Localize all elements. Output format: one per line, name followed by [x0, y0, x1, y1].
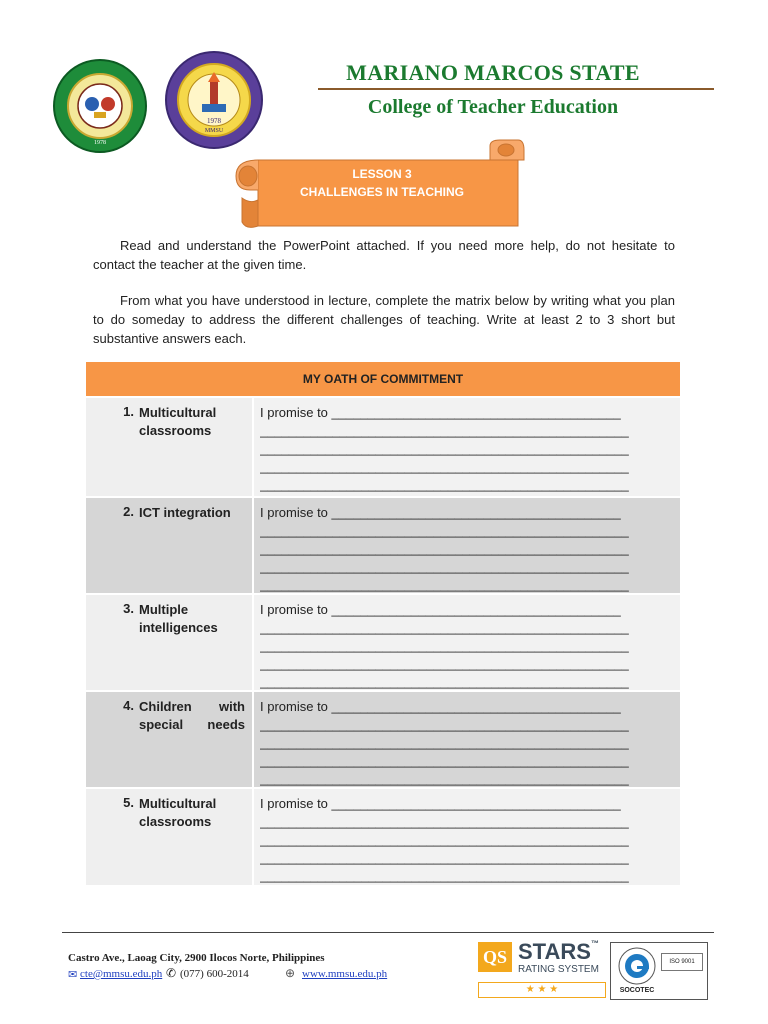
- answer-cell[interactable]: [252, 692, 680, 787]
- svg-text:1978: 1978: [207, 117, 221, 125]
- qs-logo: QS: [478, 942, 512, 972]
- row-number: 3.: [123, 601, 134, 616]
- iso-certification-badge: [610, 942, 708, 1000]
- email-icon: ✉: [68, 969, 78, 981]
- table-row: [86, 787, 680, 885]
- row-number: 5.: [123, 795, 134, 810]
- challenge-label: Multiple intelligences: [139, 602, 218, 635]
- blank-line: ___________________________________________________: [260, 620, 629, 635]
- rating-system-text: RATING SYSTEM: [518, 964, 599, 975]
- stars-title: STARS™: [518, 939, 599, 964]
- banner-topic: CHALLENGES IN TEACHING: [299, 185, 464, 199]
- svg-text:MMSU: MMSU: [204, 128, 224, 134]
- blank-line: ___________________________________________________: [260, 674, 629, 689]
- challenge-cell: [86, 789, 252, 885]
- footer-phone: (077) 600-2014: [180, 968, 249, 980]
- blank-line: ___________________________________________________: [260, 753, 629, 768]
- star-rating: ★ ★ ★: [478, 982, 606, 998]
- iso-label: ISO 9001: [661, 953, 703, 971]
- footer-divider: [62, 932, 714, 933]
- college-title: College of Teacher Education: [367, 96, 619, 118]
- answer-cell[interactable]: [252, 398, 680, 496]
- blank-line: ___________________________________________________: [260, 423, 629, 438]
- promise-line: I promise to ________________________________________: [260, 405, 621, 420]
- promise-line: I promise to ________________________________________: [260, 796, 621, 811]
- row-number: 2.: [123, 504, 134, 519]
- promise-line: I promise to ________________________________________: [260, 699, 621, 714]
- blank-line: ___________________________________________________: [260, 459, 629, 474]
- challenge-cell: [86, 595, 252, 690]
- table-row: [86, 496, 680, 593]
- answer-cell[interactable]: [252, 498, 680, 593]
- header-divider: [318, 88, 714, 90]
- college-seal-logo: [164, 50, 264, 150]
- commitment-table: [86, 362, 680, 885]
- blank-line: ___________________________________________________: [260, 441, 629, 456]
- challenge-label: Multicultural classrooms: [139, 405, 217, 438]
- website-link[interactable]: www.mmsu.edu.ph: [302, 968, 388, 980]
- blank-line: ___________________________________________________: [260, 771, 629, 786]
- phone-icon: ✆: [166, 966, 177, 980]
- blank-line: ___________________________________________________: [260, 814, 629, 829]
- promise-line: I promise to ________________________________________: [260, 505, 621, 520]
- instruction-paragraph-1: Read and understand the PowerPoint attached. If you need more help, do not hesitate to contact the teacher at the given time.: [93, 238, 675, 272]
- blank-line: ___________________________________________________: [260, 638, 629, 653]
- table-row: [86, 690, 680, 787]
- answer-cell[interactable]: [252, 789, 680, 885]
- blank-line: ___________________________________________________: [260, 832, 629, 847]
- socotec-label: SOCOTEC: [619, 987, 655, 994]
- blank-line: ___________________________________________________: [260, 735, 629, 750]
- challenge-cell: [86, 398, 252, 496]
- university-seal-logo: [52, 58, 148, 154]
- globe-icon: ⊕: [285, 966, 296, 980]
- table-header: MY OATH OF COMMITMENT: [86, 362, 680, 396]
- challenge-label: ICT integration: [139, 505, 231, 520]
- row-number: 1.: [123, 404, 134, 419]
- row-number: 4.: [123, 698, 134, 713]
- blank-line: ___________________________________________________: [260, 717, 629, 732]
- table-row: [86, 593, 680, 690]
- blank-line: ___________________________________________________: [260, 868, 629, 883]
- university-title: MARIANO MARCOS STATE: [346, 60, 640, 85]
- blank-line: ___________________________________________________: [260, 656, 629, 671]
- challenge-label: Multicultural classrooms: [139, 796, 217, 829]
- qs-stars-badge: [478, 939, 606, 998]
- socotec-logo-icon: [615, 945, 659, 987]
- email-link[interactable]: cte@mmsu.edu.ph: [80, 968, 163, 980]
- table-row: [86, 396, 680, 496]
- promise-line: I promise to ________________________________________: [260, 602, 621, 617]
- blank-line: ___________________________________________________: [260, 559, 629, 574]
- footer-address: Castro Ave., Laoag City, 2900 Ilocos Norte, Philippines: [68, 952, 325, 964]
- blank-line: ___________________________________________________: [260, 523, 629, 538]
- blank-line: ___________________________________________________: [260, 577, 629, 592]
- blank-line: ___________________________________________________: [260, 477, 629, 492]
- instruction-paragraph-2: From what you have understood in lecture, complete the matrix below by writing what you plan to do someday to address the different challenges of teaching. Write at least 2 to 3 short but substantive answers each.: [93, 293, 675, 346]
- challenge-cell: [86, 692, 252, 787]
- challenge-label: Children with special needs: [139, 699, 245, 732]
- blank-line: ___________________________________________________: [260, 850, 629, 865]
- blank-line: ___________________________________________________: [260, 541, 629, 556]
- answer-cell[interactable]: [252, 595, 680, 690]
- svg-text:1978: 1978: [94, 140, 106, 146]
- challenge-cell: [86, 498, 252, 593]
- banner-lesson: LESSON 3: [352, 167, 412, 181]
